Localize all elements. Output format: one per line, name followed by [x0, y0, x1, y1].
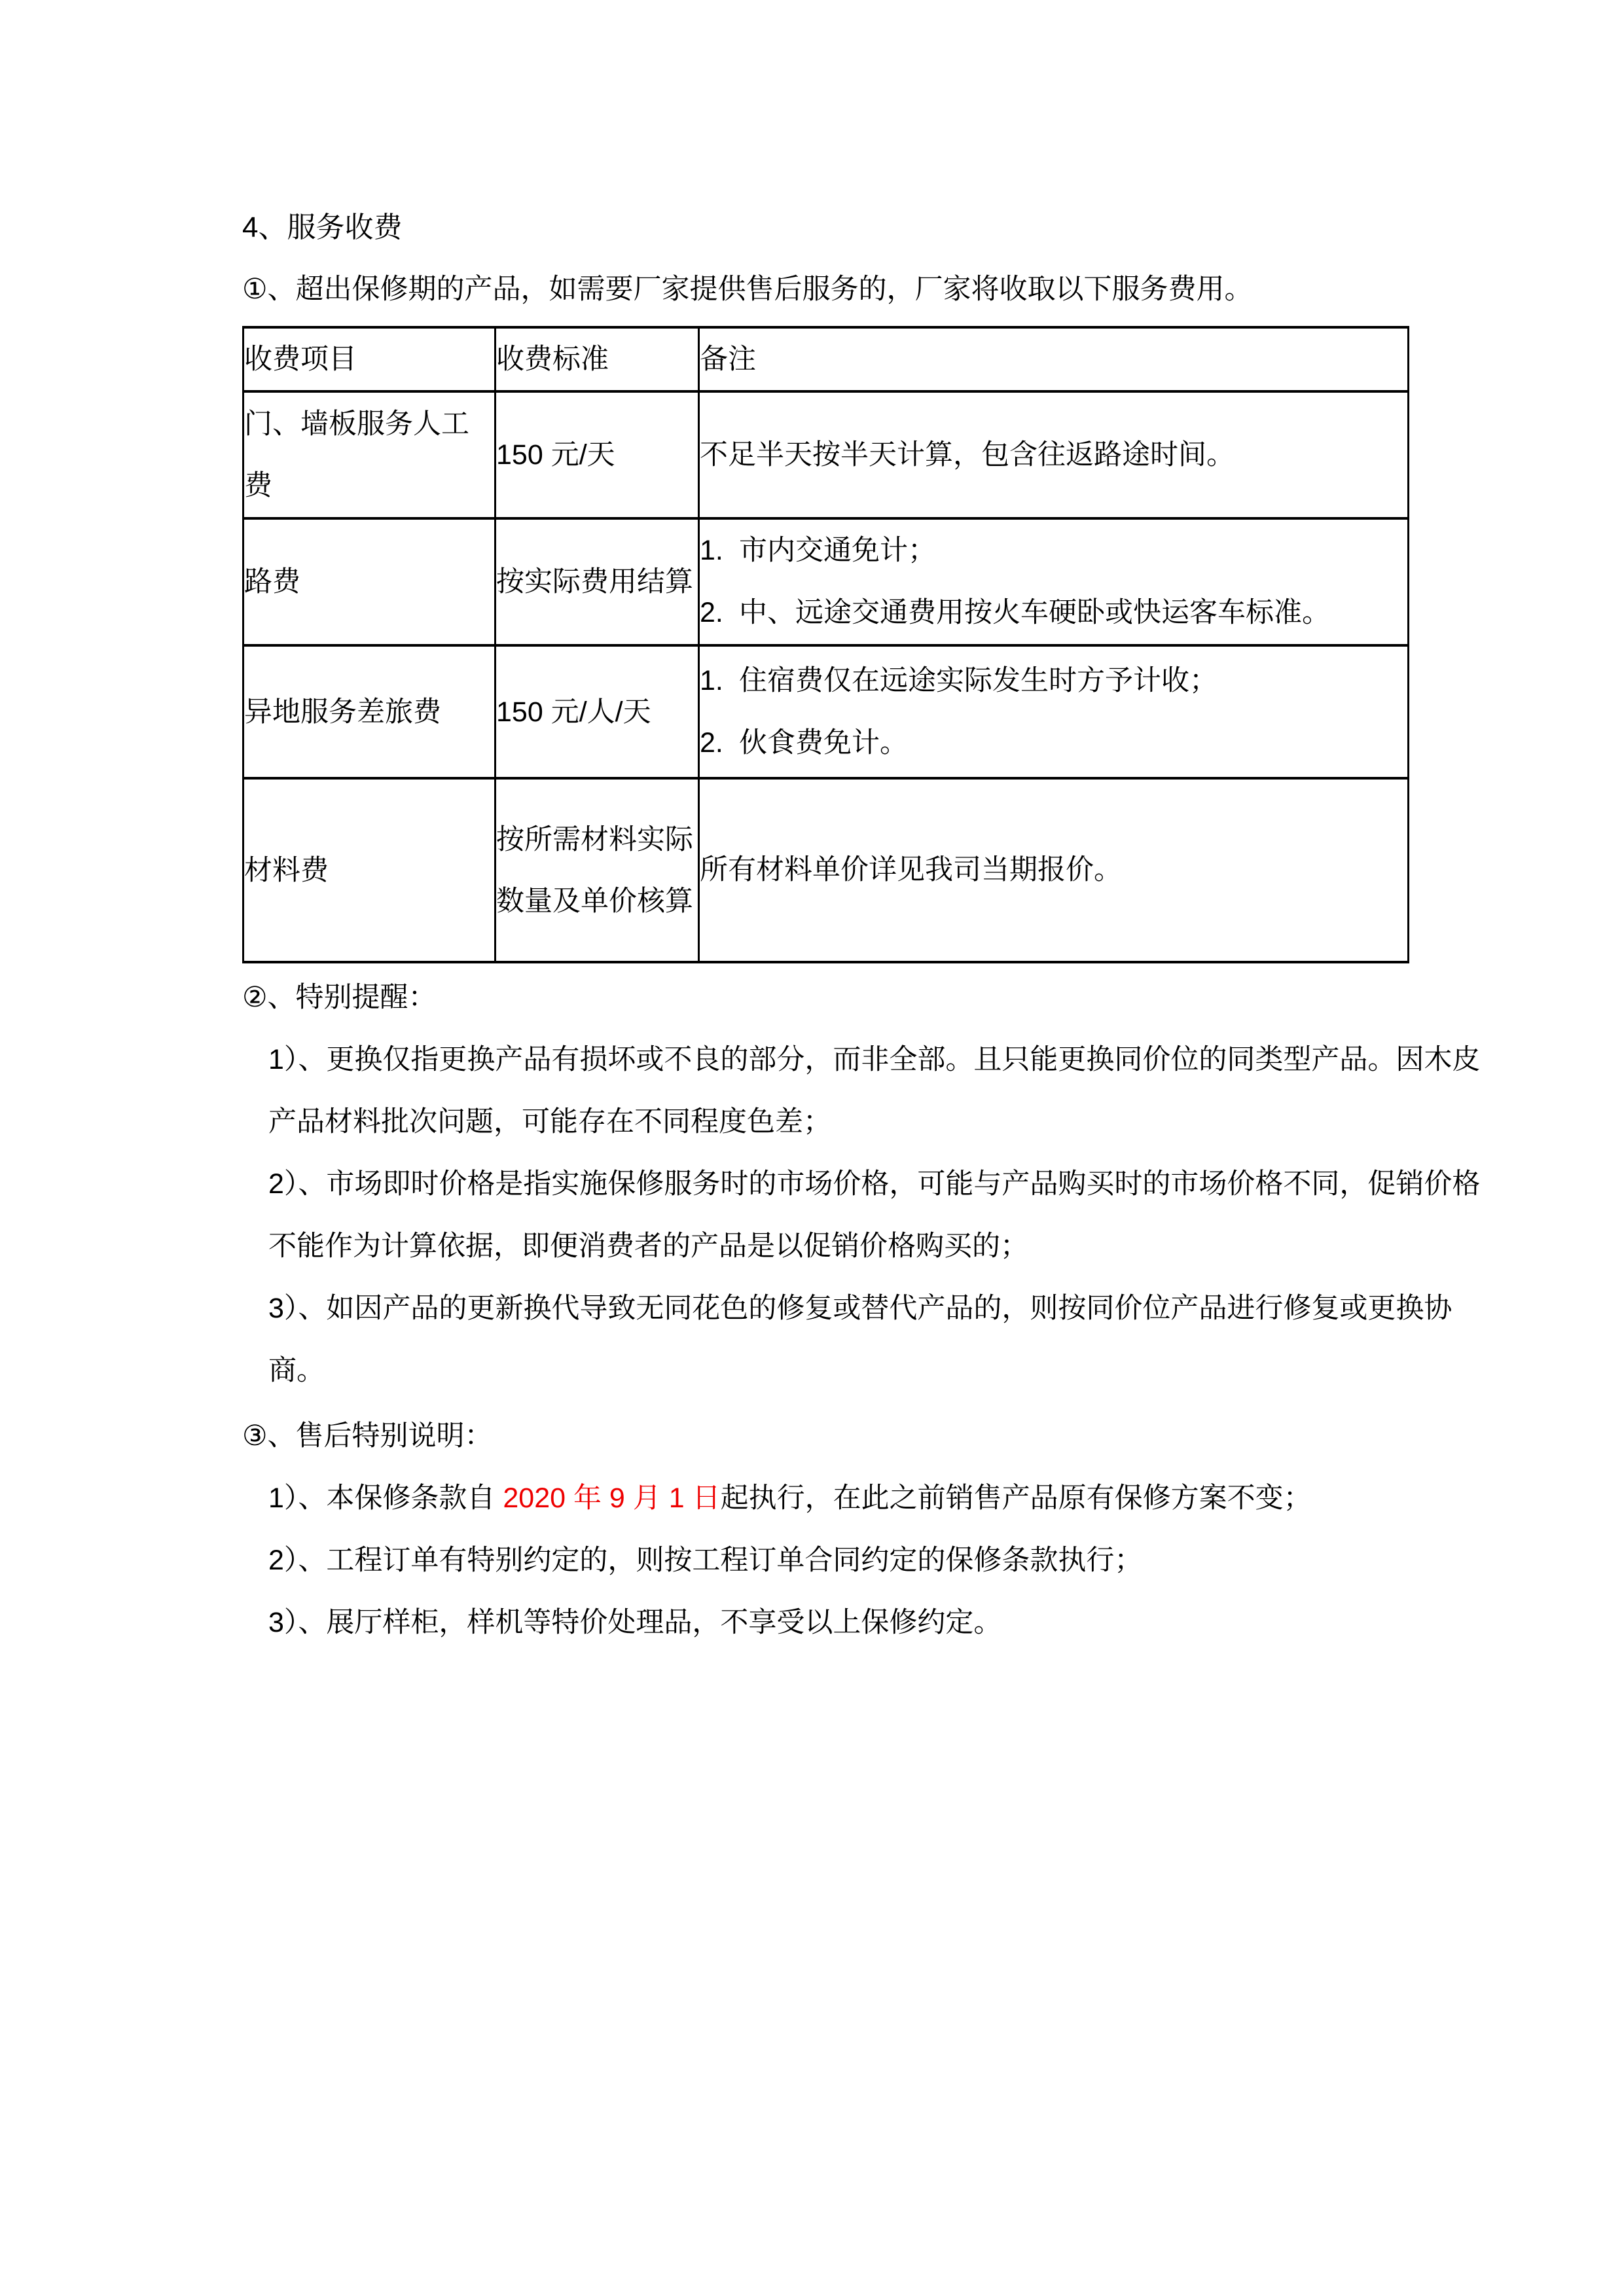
remark-line: [700, 582, 1407, 644]
page-title: 4、服务收费: [242, 211, 403, 243]
fee-table: [242, 326, 1409, 963]
remark-text: 市内交通免计；: [739, 535, 936, 566]
after-sales-notes-heading: ③、售后特别说明：: [242, 1420, 493, 1452]
reminder-item-2: [242, 1153, 1506, 1278]
remark-list-marker: 2.: [700, 597, 723, 628]
remark-text: 住宿费仅在远途实际发生时方予计收；: [739, 664, 1218, 696]
cell-fee-standard: 按所需材料实际数量及单价核算: [496, 778, 699, 962]
remark-line: 不足半天按半天计算，包含往返路途时间。: [700, 439, 1235, 471]
cell-fee-item: 路费: [244, 518, 496, 645]
after-sales-item-1: [242, 1467, 1506, 1530]
table-header-row: [244, 327, 1409, 391]
header-fee-standard: 收费标准: [496, 327, 699, 391]
cell-fee-standard: 按实际费用结算: [496, 518, 699, 645]
remark-list-marker: 2.: [700, 726, 723, 759]
cell-fee-standard: 150 元/天: [496, 391, 699, 518]
reminder-item-line: 2）、市场即时价格是指实施保修服务时的市场价格，可能与产品购买时的市场价格不同，促销价格: [268, 1168, 1481, 1200]
reminder-item-line: 3）、如因产品的更新换代导致无同花色的修复或替代产品的，则按同价位产品进行修复或更换协商。: [268, 1293, 1453, 1386]
intro-paragraph: ①、超出保修期的产品，如需要厂家提供售后服务的，厂家将收取以下服务费用。: [242, 274, 1253, 305]
header-fee-item: 收费项目: [244, 327, 496, 391]
after-sales-item-line: [268, 1467, 1506, 1530]
reminder-item-line: 1）、更换仅指更换产品有损坏或不良的部分，而非全部。且只能更换同价位的同类型产品。因木皮: [268, 1044, 1481, 1075]
remark-text: 伙食费免计。: [739, 726, 908, 759]
cell-remarks: [699, 391, 1409, 518]
cell-fee-standard: 150 元/人/天: [496, 645, 699, 778]
cell-fee-item: 材料费: [244, 778, 496, 962]
remark-list-marker: 1.: [700, 535, 723, 566]
remark-line: [700, 520, 1407, 582]
header-remarks: 备注: [699, 327, 1409, 391]
cell-fee-item: 异地服务差旅费: [244, 645, 496, 778]
after-sales-item-line: 3）、展厅样柜，样机等特价处理品，不享受以上保修约定。: [268, 1607, 1002, 1638]
special-reminder-section: [242, 967, 1506, 1402]
after-sales-notes-section: [242, 1405, 1506, 1654]
table-row-material-fee: [244, 778, 1409, 962]
reminder-item-line: 产品材料批次问题，可能存在不同程度色差；: [268, 1106, 831, 1138]
warranty-effective-date: 2020 年 9 月 1 日: [503, 1482, 721, 1514]
special-reminder-heading: ②、特别提醒：: [242, 982, 437, 1013]
remark-line: [700, 650, 1407, 712]
warranty-clause-prefix: 1）、本保修条款自: [268, 1482, 503, 1514]
table-row-labor-fee: [244, 391, 1409, 518]
reminder-item-line: 不能作为计算依据，即便消费者的产品是以促销价格购买的；: [268, 1230, 1028, 1262]
after-sales-item-line: 2）、工程订单有特别约定的，则按工程订单合同约定的保修条款执行；: [268, 1545, 1143, 1576]
warranty-clause-suffix: 起执行，在此之前销售产品原有保修方案不变；: [720, 1482, 1312, 1514]
table-row-travel-fee: [244, 645, 1409, 778]
remark-line: 所有材料单价详见我司当期报价。: [700, 854, 1122, 886]
cell-fee-item: 门、墙板服务人工费: [244, 391, 496, 518]
after-sales-item-2: [242, 1530, 1506, 1592]
remark-line: [700, 712, 1407, 774]
remark-text: 中、远途交通费用按火车硬卧或快运客车标准。: [739, 597, 1330, 628]
remark-list-marker: 1.: [700, 664, 723, 696]
table-row-road-fee: [244, 518, 1409, 645]
cell-remarks: [699, 645, 1409, 778]
after-sales-item-3: [242, 1592, 1506, 1654]
reminder-item-3: [242, 1278, 1506, 1402]
reminder-item-1: [242, 1029, 1506, 1153]
cell-remarks: [699, 518, 1409, 645]
cell-remarks: [699, 778, 1409, 962]
